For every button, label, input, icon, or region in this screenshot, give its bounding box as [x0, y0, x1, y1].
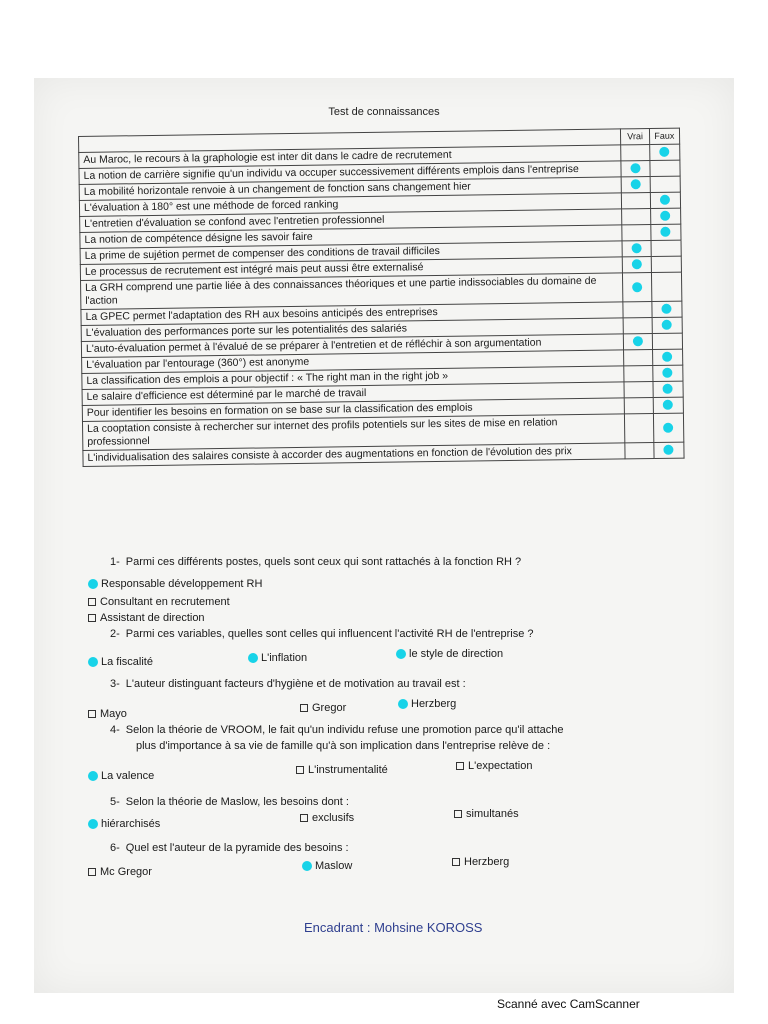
vrai-cell[interactable]: [624, 366, 652, 382]
vrai-cell[interactable]: [625, 397, 653, 413]
answer-mark-icon: [632, 259, 642, 269]
selected-mark-icon: [302, 861, 312, 871]
question-3: [88, 678, 678, 696]
question-number: 3-: [110, 678, 120, 690]
faux-cell[interactable]: [651, 256, 682, 272]
statement-text: La GRH comprend une partie liée à des connaissances théoriques et une partie indissociables du domaine de l'action: [81, 273, 624, 310]
option-label: Herzberg: [464, 856, 510, 868]
vrai-cell[interactable]: [621, 145, 649, 161]
statement-text: La prime de sujétion permet de compenser des conditions de travail difficiles: [80, 241, 623, 265]
question-title: [88, 678, 678, 690]
vrai-cell[interactable]: [622, 241, 650, 257]
statement-text: Le processus de recrutement est intégré mais peut aussi être externalisé: [80, 257, 623, 281]
selected-mark-icon: [248, 653, 258, 663]
vrai-cell[interactable]: [622, 193, 650, 209]
vrai-cell[interactable]: [625, 442, 653, 458]
option-checkbox[interactable]: [456, 760, 532, 772]
option-checkbox[interactable]: [88, 866, 152, 878]
statement-text: L'entretien d'évaluation se confond avec l'entretien professionnel: [80, 209, 623, 233]
faux-cell[interactable]: [652, 301, 683, 317]
vrai-cell[interactable]: [624, 318, 652, 334]
answer-mark-icon: [662, 320, 672, 330]
vrai-cell[interactable]: [624, 334, 652, 350]
option-checkbox[interactable]: [398, 698, 456, 710]
statement-text: La notion de compétence désigne les savoir faire: [80, 225, 623, 249]
question-number: 4-: [110, 724, 120, 736]
option-checkbox[interactable]: [302, 860, 352, 872]
statement-text: La notion de carrière signifie qu'un individu va occuper successivement différents emplois dans l'entreprise: [79, 161, 622, 185]
faux-cell[interactable]: [653, 381, 684, 397]
option-checkbox[interactable]: [88, 770, 154, 782]
checkbox-icon: [456, 762, 464, 770]
option-label: La fiscalité: [101, 656, 153, 668]
faux-cell[interactable]: [651, 272, 682, 301]
option-label: La valence: [101, 770, 155, 782]
option-checkbox[interactable]: [454, 808, 519, 820]
faux-cell[interactable]: [650, 160, 681, 176]
option-label: Responsable développement RH: [101, 578, 263, 590]
answer-mark-icon: [662, 352, 672, 362]
checkbox-icon: [452, 858, 460, 866]
option-label: Gregor: [312, 702, 347, 714]
statement-text: La classification des emplois a pour objectif : « The right man in the right job »: [82, 366, 625, 390]
page-title: Test de connaissances: [328, 106, 440, 118]
checkbox-icon: [300, 814, 308, 822]
faux-cell[interactable]: [652, 333, 683, 349]
answer-mark-icon: [663, 368, 673, 378]
vrai-cell[interactable]: [623, 257, 651, 273]
faux-header: Faux: [649, 128, 680, 144]
question-2: [88, 628, 678, 646]
answer-mark-icon: [662, 304, 672, 314]
selected-mark-icon: [88, 819, 98, 829]
selected-mark-icon: [88, 771, 98, 781]
faux-cell[interactable]: [652, 365, 683, 381]
option-label: Assistant de direction: [100, 612, 205, 624]
faux-cell[interactable]: [652, 349, 683, 365]
vrai-cell[interactable]: [623, 273, 652, 302]
selected-mark-icon: [398, 699, 408, 709]
question-title: [88, 724, 678, 736]
option-checkbox[interactable]: [88, 708, 127, 720]
vrai-cell[interactable]: [624, 350, 652, 366]
faux-cell[interactable]: [651, 240, 682, 256]
answer-mark-icon: [660, 147, 670, 157]
option-checkbox[interactable]: [300, 812, 354, 824]
vrai-cell[interactable]: [621, 161, 649, 177]
option-checkbox[interactable]: [248, 652, 307, 664]
scanner-watermark: Scanné avec CamScanner: [497, 997, 640, 1011]
statement-text: L'individualisation des salaires consiste à accorder des augmentations en fonction de l'évolution des prix: [83, 443, 626, 467]
statement-text: Au Maroc, le recours à la graphologie est inter dit dans le cadre de recrutement: [79, 145, 622, 169]
question-text: Parmi ces variables, quelles sont celles qui influencent l'activité RH de l'entreprise ?: [125, 628, 534, 640]
faux-cell[interactable]: [653, 413, 684, 442]
answer-mark-icon: [663, 384, 673, 394]
question-title: [88, 796, 678, 808]
vrai-header: Vrai: [621, 129, 649, 145]
supervisor-credit: Encadrant : Mohsine KOROSS: [304, 920, 483, 935]
question-text: Quel est l'auteur de la pyramide des besoins :: [125, 842, 349, 854]
statement-text: L'évaluation à 180° est une méthode de forced ranking: [79, 193, 622, 217]
answer-mark-icon: [632, 282, 642, 292]
faux-cell[interactable]: [649, 144, 680, 160]
statement-text: Pour identifier les besoins en formation on se base sur la classification des emplois: [82, 398, 625, 422]
option-label: Consultant en recrutement: [100, 596, 230, 608]
question-number: 1-: [110, 556, 120, 568]
option-label: L'expectation: [468, 760, 533, 772]
option-checkbox[interactable]: [296, 764, 388, 776]
answer-mark-icon: [663, 400, 673, 410]
answer-mark-icon: [660, 195, 670, 205]
question-text: Parmi ces différents postes, quels sont ceux qui sont rattachés à la fonction RH ?: [125, 556, 522, 568]
question-6: [88, 842, 678, 860]
answer-mark-icon: [660, 211, 670, 221]
true-false-table: [78, 128, 685, 467]
checkbox-icon: [88, 868, 96, 876]
option-label: le style de direction: [409, 648, 504, 660]
question-number: 6-: [110, 842, 120, 854]
faux-cell[interactable]: [650, 208, 681, 224]
question-text: Selon la théorie de VROOM, le fait qu'un individu refuse une promotion parce qu'il attache: [125, 724, 564, 736]
vrai-cell[interactable]: [624, 382, 652, 398]
option-label: Maslow: [315, 860, 353, 872]
answer-mark-icon: [661, 227, 671, 237]
question-text: L'auteur distinguant facteurs d'hygiène et de motivation au travail est :: [125, 678, 466, 690]
option-label: exclusifs: [312, 812, 355, 824]
faux-cell[interactable]: [652, 317, 683, 333]
vrai-cell[interactable]: [622, 225, 650, 241]
checkbox-icon: [88, 710, 96, 718]
question-1: [88, 556, 678, 574]
statement-text: L'évaluation des performances porte sur les potentialités des salariés: [81, 318, 624, 342]
checkbox-icon: [88, 614, 96, 622]
option-checkbox[interactable]: [88, 656, 153, 668]
question-text: Selon la théorie de Maslow, les besoins dont :: [125, 796, 349, 808]
faux-cell[interactable]: [653, 442, 684, 458]
question-title: [88, 556, 678, 568]
statement-text: L'auto-évaluation permet à l'évalué de se préparer à l'entretien et de réfléchir à son argumentation: [81, 334, 624, 358]
answer-mark-icon: [664, 445, 674, 455]
option-checkbox[interactable]: [88, 578, 262, 590]
statement-text: La cooptation consiste à rechercher sur internet des profils potentiels sur les sites de mise en relation professionnel: [82, 414, 625, 451]
checkbox-icon: [300, 704, 308, 712]
checkbox-icon: [454, 810, 462, 818]
answer-mark-icon: [633, 336, 643, 346]
option-label: hiérarchisés: [101, 818, 161, 830]
option-checkbox[interactable]: [88, 596, 230, 608]
checkbox-icon: [88, 598, 96, 606]
question-4: [88, 724, 678, 752]
answer-mark-icon: [663, 422, 673, 432]
statement-text: La GPEC permet l'adaptation des RH aux besoins anticipés des entreprises: [81, 302, 624, 326]
selected-mark-icon: [88, 579, 98, 589]
statement-text: La mobilité horizontale renvoie à un changement de fonction sans changement hier: [79, 177, 622, 201]
option-label: L'inflation: [261, 652, 308, 664]
option-checkbox[interactable]: [300, 702, 346, 714]
option-label: Herzberg: [411, 698, 457, 710]
option-checkbox[interactable]: [88, 612, 205, 624]
faux-cell[interactable]: [650, 224, 681, 240]
answer-mark-icon: [631, 179, 641, 189]
question-text-continued: plus d'importance à sa vie de famille qu'à son implication dans l'entreprise relève de :: [136, 740, 551, 752]
option-label: Mc Gregor: [100, 866, 152, 878]
vrai-cell[interactable]: [622, 209, 650, 225]
option-checkbox[interactable]: [396, 648, 503, 660]
selected-mark-icon: [88, 657, 98, 667]
option-checkbox[interactable]: [88, 818, 160, 830]
option-label: Mayo: [100, 708, 127, 720]
answer-mark-icon: [630, 163, 640, 173]
faux-cell[interactable]: [653, 397, 684, 413]
question-title: [88, 628, 678, 640]
statement-text: Le salaire d'efficience est déterminé par le marché de travail: [82, 382, 625, 406]
question-number: 5-: [110, 796, 120, 808]
faux-cell[interactable]: [650, 176, 681, 192]
vrai-cell[interactable]: [622, 177, 650, 193]
question-5: [88, 796, 678, 814]
vrai-cell[interactable]: [623, 302, 651, 318]
option-label: simultanés: [466, 808, 519, 820]
option-checkbox[interactable]: [452, 856, 509, 868]
question-number: 2-: [110, 628, 120, 640]
answer-mark-icon: [632, 243, 642, 253]
option-label: L'instrumentalité: [308, 764, 388, 776]
selected-mark-icon: [396, 649, 406, 659]
question-title: [88, 842, 678, 854]
checkbox-icon: [296, 766, 304, 774]
vrai-cell[interactable]: [625, 413, 654, 442]
statement-text: L'évaluation par l'entourage (360°) est anonyme: [82, 350, 625, 374]
faux-cell[interactable]: [650, 192, 681, 208]
